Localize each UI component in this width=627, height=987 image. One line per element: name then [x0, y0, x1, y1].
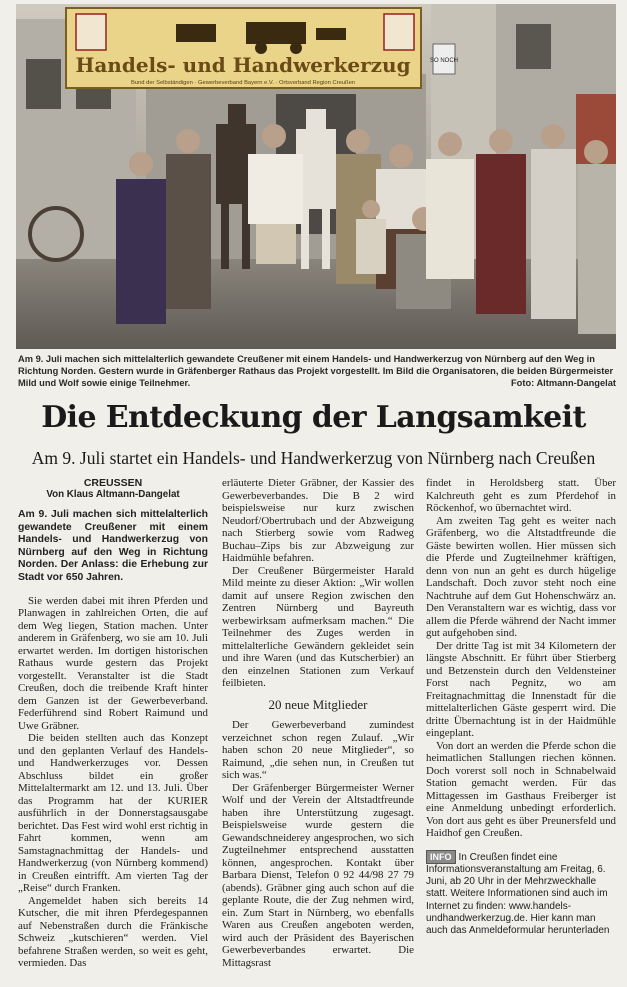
photo-caption [18, 353, 616, 389]
caption-text: Am 9. Juli machen sich mittelalterlich gewandete Creußener mit einem Handels- und Handwerkerzug von Nürnberg auf den Weg in Richtung Norden. Gestern wurde in Gräfenberger Rathaus das Projekt vorgestellt. Im Bild die Organisatoren, die beiden Bürgermeister Mild und Wolf sowie einige Teilnehmer. [18, 354, 614, 388]
paragraph: Der Gräfenberger Bürgermeister Werner Wolf und der Verein der Altstadtfreunde haben ihre Unterstützung zugesagt. Beispielsweise wurde gestern die Gewandschneiderey angesprochen, wo sich Zugteilnehmer entsprechend ausstatten können, angesprochen. Kontakt über Barbara Dienst, Telefon 0 92 44/98 27 79 (abends). Gräbner ging auch schon auf die geplante Route, die der Zug nehmen wird, ein. Zum Start in Nürnberg, wo ebenfalls Waren aus Creußen angeboten werden, wird auch der Präsident des Bayerischen Gewerbeverbandes erwartet. Die Mittagsrast [222, 781, 414, 969]
paragraph: erläuterte Dieter Gräbner, der Kassier des Gewerbeverbandes. Die B 2 wird beispielsweise nur kurz zwischen Neudorf/Obertrubach und der Abzweigung nach Stierberg sowie vom Radweg Buchau–Zips bis zur Abzweigung zur Haidmühle befahren. [222, 477, 414, 564]
article-column-2 [222, 477, 414, 969]
info-box [426, 850, 616, 938]
paragraph: Sie werden dabei mit ihren Pferden und Planwagen in zahlreichen Orten, die auf dem Weg liegen, Station machen. Unter anderem in Gräfenberg, wo sie am 10. Juli erwartet werden. Im dortigen historischen Rathaus wurde gestern das Projekt vorgestellt. Veranstalter ist die Stadt Creußen, doch die treibende Kraft hinter dem Ganzen ist der Gewerbeverband. Federführend sind Robert Raimund und Uwe Gräbner. [18, 594, 208, 732]
coat-of-arms-left-icon [76, 14, 106, 50]
headline: Die Entdeckung der Langsamkeit [41, 400, 586, 435]
banner-title: Handels- und Handwerkerzug [75, 53, 411, 77]
photo-credit: Foto: Altmann-Dangelat [510, 378, 616, 388]
dateline: CREUSSEN [83, 477, 143, 489]
street-sign-text: SO NOCH [429, 58, 459, 64]
paragraph: Angemeldet haben sich bereits 14 Kutscher, die mit ihren Pferdegespannen auf Nebenstraßen durch die Fränkische Schweiz „kutschieren“ werden. Viel befahrene Straßen werden, so weit es geht, vermieden. Das [18, 894, 208, 970]
byline: Von Klaus Altmann-Dangelat [46, 489, 180, 500]
lead-paragraph: Am 9. Juli machen sich mittelalterlich gewandete Creußener mit einem Handels- und Handwerkerzug von Nürnberg auf den Weg in Richtung Norden. Der Anlass: die Erhebung zur Stadt vor 650 Jahren. [18, 509, 208, 583]
paragraph: Der Gewerbeverband zumindest verzeichnet schon regen Zulauf. „Wir haben schon 20 neue Mitglieder“, so Raimund, „die sehen nun, in Creußen tut sich was.“ [222, 719, 414, 781]
paragraph: Am zweiten Tag geht es weiter nach Gräfenberg, wo die Altstadtfreunde die Gäste bewirten wollen. Hier müssen sich die Pferde und Zugteilnehmer kräftigen, denn von nun an geht es durch hügelige Landschaft. Doch zuvor steht noch eine Nachtruhe auf dem Gut Hohenschwärz an. Den Veranstaltern war es wichtig, dass vor allem die Pferde während der Nacht immer gut aufgehoben sind. [426, 514, 616, 639]
paragraph: Von dort an werden die Pferde schon die heimatlichen Stallungen riechen können. Doch vorerst soll noch in Schnabelwaid Station gemacht werden. Für das Mittagessen im Gasthaus Freiberger ist eine Anmeldung unbedingt erforderlich. Von dort aus geht es über Preunersfeld und Haidhof gen Creußen. [426, 739, 616, 839]
article-column-1 [18, 477, 208, 970]
article-column-3 [426, 477, 616, 938]
paragraph: findet in Heroldsberg statt. Über Kalchreuth geht es zum Pferdehof in Röckenhof, wo übernachtet wird. [426, 477, 616, 514]
paragraph: Die beiden stellten auch das Konzept und den geplanten Verlauf des Handels- und Handwerkerzuges vor. Dessen Abschluss bildet ein großer Mittelaltermarkt am 12. und 13. Juli. Über das Programm hat der KURIER ausführlich in der Donnerstagsausgabe berichtet. Das Fest wird wohl erst richtig in Fahrt kommen, wenn am Samstagnachmittag der Handels- und Handwerkerzug (von Nürnberg kommend) in Creußen eintrifft. Am vierten Tag der „Reise“ durch Franken. [18, 732, 208, 895]
banner-subtitle: Bund der Selbständigen · Gewerbeverband Bayern e.V. · Ortsverband Region Creußen [130, 80, 356, 86]
info-text: In Creußen findet eine Informationsveranstaltung am Freitag, 6. Juni, ab 20 Uhr in der Mehrzweckhalle statt. Weitere Informationen sind auch im Internet zu finden: www.handels-undhandwerkerzug.de. Hier kann man auch das Anmeldeformular herunterladen [426, 851, 610, 937]
crosshead: 20 neue Mitglieder [268, 696, 368, 712]
paragraph: Der dritte Tag ist mit 34 Kilometern der längste Abschnitt. Er führt über Stierberg und Betzenstein durch den Veldensteiner Forst nach Pegnitz, wo am Freitagnachmittag die Innenstadt für die mittelalterlichen Gäste gesperrt wird. Die dritte Übernachtung ist in der Haidmühle eingeplant. [426, 639, 616, 739]
paragraph: Der Creußener Bürgermeister Harald Mild meinte zu dieser Aktion: „Wir wollen damit auf unsere Region zwischen den Zentren Nürnberg und Bayreuth werbewirksam aufmerksam machen.“ Die Teilnehmer des Zuges werden in mittelalterliche Gewändern gekleidet sein und ihre Waren (und das Kutscherbier) an den einzelnen Stationen zum Verkauf feilbieten. [222, 564, 414, 689]
article-photo [16, 4, 616, 349]
coat-of-arms-right-icon [384, 14, 414, 50]
photo-scene [16, 4, 616, 349]
subheadline: Am 9. Juli startet ein Handels- und Handwerkerzug von Nürnberg nach Creußen [31, 448, 596, 468]
info-badge: INFO [426, 850, 456, 864]
